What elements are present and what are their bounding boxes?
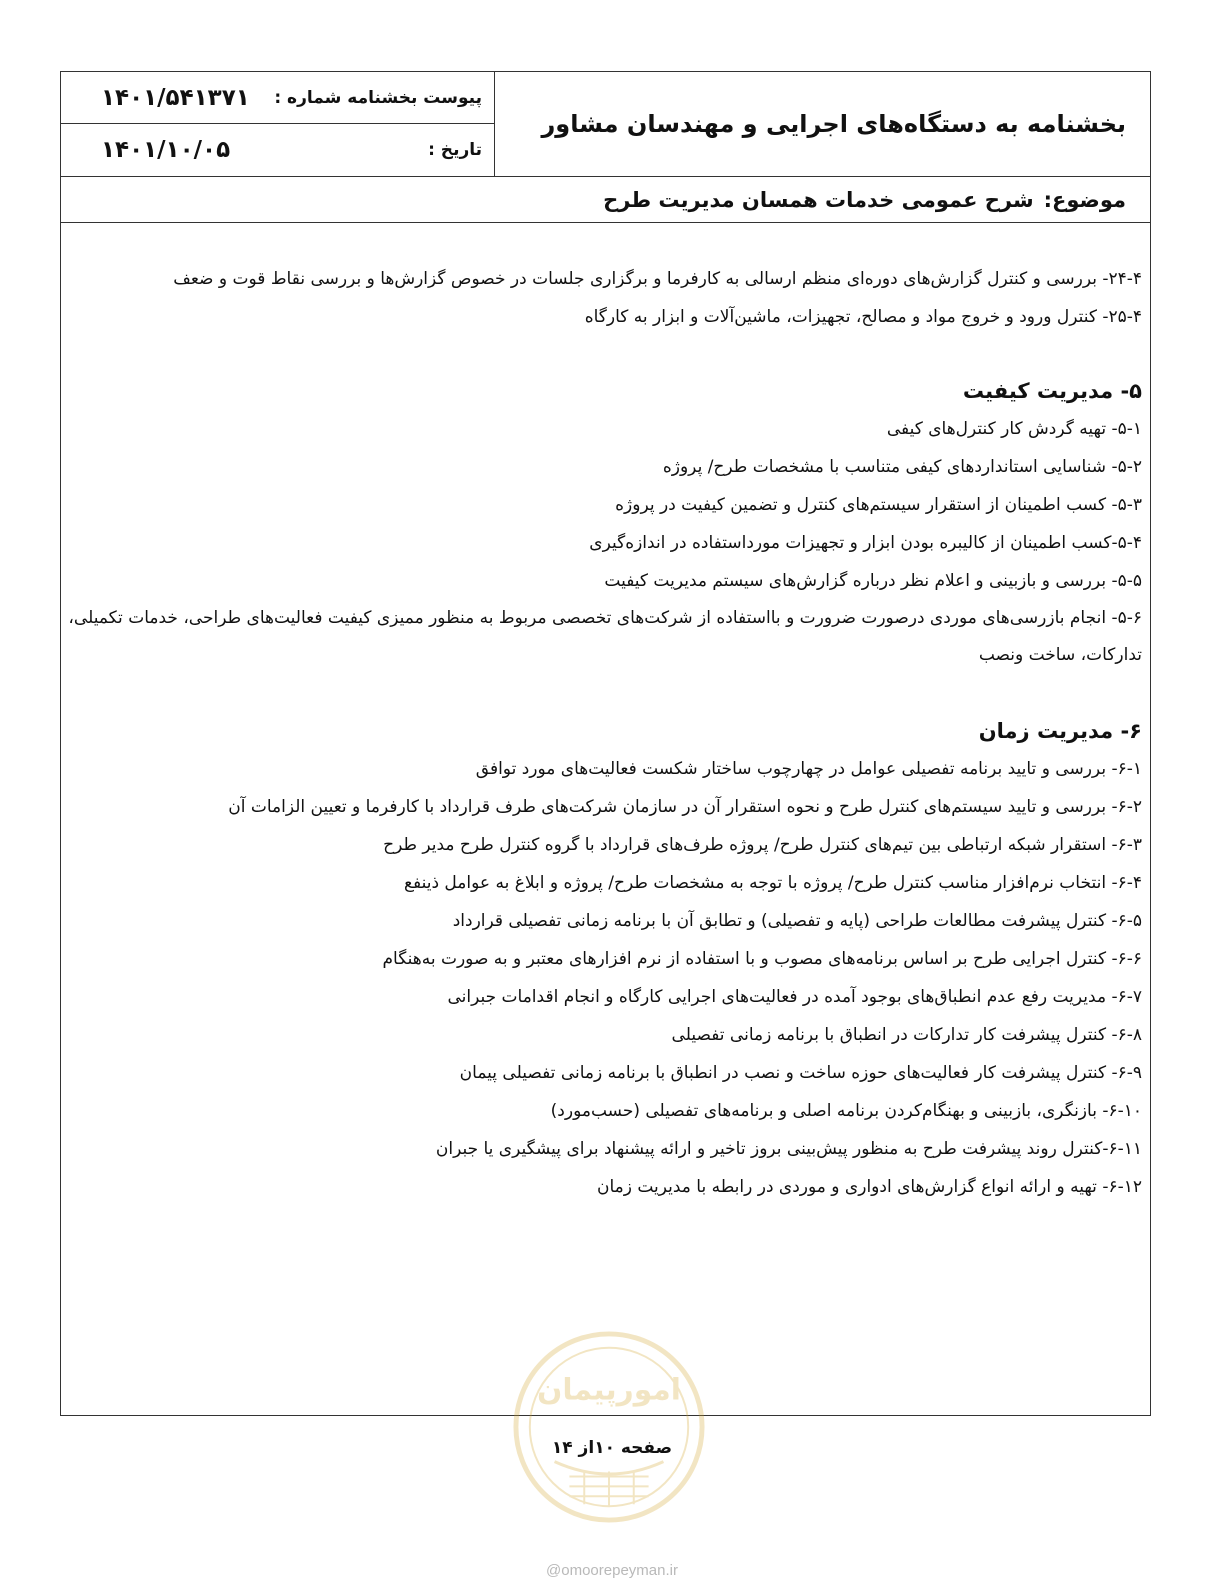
list-item: ۶-۶- کنترل اجرایی طرح بر اساس برنامه‌های مصوب و با استفاده از نرم افزارهای معتبر و به صورت به‌هنگام [382, 949, 1142, 969]
list-item: ۶-۵- کنترل پیشرفت مطالعات طراحی (پایه و تفصیلی) و تطابق آن با برنامه زمانی تفصیلی قرارداد [452, 911, 1142, 931]
watermark-text: @omoorepeyman.ir [546, 1562, 678, 1579]
list-item: ۵-۴-کسب اطمینان از کالیبره بودن ابزار و تجهیزات مورداستفاده در اندازه‌گیری [589, 533, 1142, 553]
list-item: ۶-۱۱-کنترل روند پیشرفت طرح به منظور پیش‌بینی بروز تاخیر و ارائه پیشنهاد برای پیشگیری یا جبران [435, 1139, 1142, 1159]
list-item: ۵-۱- تهیه گردش کار کنترل‌های کیفی [886, 419, 1142, 439]
header-block [61, 72, 1150, 177]
attachment-row [61, 72, 494, 124]
list-item: ۶-۴- انتخاب نرم‌افزار مناسب کنترل طرح/ پروژه با توجه به مشخصات طرح/ پروژه و ابلاغ به عوامل ذینفع [403, 873, 1142, 893]
section-heading: ۶- مدیریت زمان [978, 719, 1142, 743]
attachment-number: ۱۴۰۱/۵۴۱۳۷۱ [101, 85, 250, 111]
stamp-text: امورپیمان [537, 1372, 681, 1408]
date-row [61, 124, 494, 176]
list-item: ۵-۳- کسب اطمینان از استقرار سیستم‌های کنترل و تضمین کیفیت در پروژه [615, 495, 1142, 515]
list-item: ۶-۱- بررسی و تایید برنامه تفصیلی عوامل در چهارچوب ساختار شکست فعالیت‌های مورد توافق [475, 759, 1142, 779]
subject-label: موضوع: [1043, 187, 1126, 212]
list-item: ۶-۸- کنترل پیشرفت کار تدارکات در انطباق با برنامه زمانی تفصیلی [671, 1025, 1142, 1045]
list-item: ۶-۱۰- بازنگری، بازبینی و بهنگام‌کردن برنامه اصلی و برنامه‌های تفصیلی (حسب‌مورد) [550, 1101, 1142, 1121]
list-item: ۵-۶- انجام بازرسی‌های موردی درصورت ضرورت و بااستفاده از شرکت‌های تخصصی مربوط به منظور ممیزی کیفیت فعالیت‌های طراحی، خدمات تکمیلی، تدارکات، ساخت ونصب [68, 608, 1142, 665]
list-item: ۵-۵- بررسی و بازبینی و اعلام نظر درباره گزارش‌های سیستم مدیریت کیفیت [604, 571, 1142, 591]
list-item: ۲۵-۴- کنترل ورود و خروج مواد و مصالح، تجهیزات، ماشین‌آلات و ابزار به کارگاه [584, 307, 1142, 327]
list-item: ۶-۹- کنترل پیشرفت کار فعالیت‌های حوزه ساخت و نصب در انطباق با برنامه زمانی تفصیلی پیمان [459, 1063, 1142, 1083]
date-value: ۱۴۰۱/۱۰/۰۵ [101, 137, 231, 163]
subject-row [61, 177, 1150, 223]
circular-title: بخشنامه به دستگاه‌های اجرایی و مهندسان مشاور [541, 110, 1126, 138]
list-item: ۶-۷- مدیریت رفع عدم انطباق‌های بوجود آمده در فعالیت‌های اجرایی کارگاه و انجام اقدامات جبرانی [447, 987, 1142, 1007]
attachment-label: پیوست بخشنامه شماره : [274, 88, 482, 108]
list-item: ۵-۲- شناسایی استانداردهای کیفی متناسب با مشخصات طرح/ پروژه [662, 457, 1142, 477]
list-item: ۶-۱۲- تهیه و ارائه انواع گزارش‌های ادواری و موردی در رابطه با مدیریت زمان [596, 1177, 1142, 1197]
section-heading: ۵- مدیریت کیفیت [962, 379, 1142, 403]
list-item: ۲۴-۴- بررسی و کنترل گزارش‌های دوره‌ای منظم ارسالی به کارفرما و برگزاری جلسات در خصوص گزارش‌ها و بررسی نقاط قوت و ضعف [173, 269, 1142, 289]
header-meta-box [61, 72, 495, 176]
date-label: تاریخ : [428, 140, 482, 160]
list-item: ۶-۳- استقرار شبکه ارتباطی بین تیم‌های کنترل طرح/ پروژه طرف‌های قرارداد با گروه کنترل طرح مدیر طرح [383, 835, 1142, 855]
subject-text: شرح عمومی خدمات همسان مدیریت طرح [603, 187, 1034, 212]
list-item: ۶-۲- بررسی و تایید سیستم‌های کنترل طرح و نحوه استقرار آن در سازمان شرکت‌های طرف قرارداد با کارفرما و تعیین الزامات آن [228, 797, 1142, 817]
page-number: صفحه ۱۰از ۱۴ [551, 1438, 673, 1458]
document-body [68, 260, 1142, 1206]
